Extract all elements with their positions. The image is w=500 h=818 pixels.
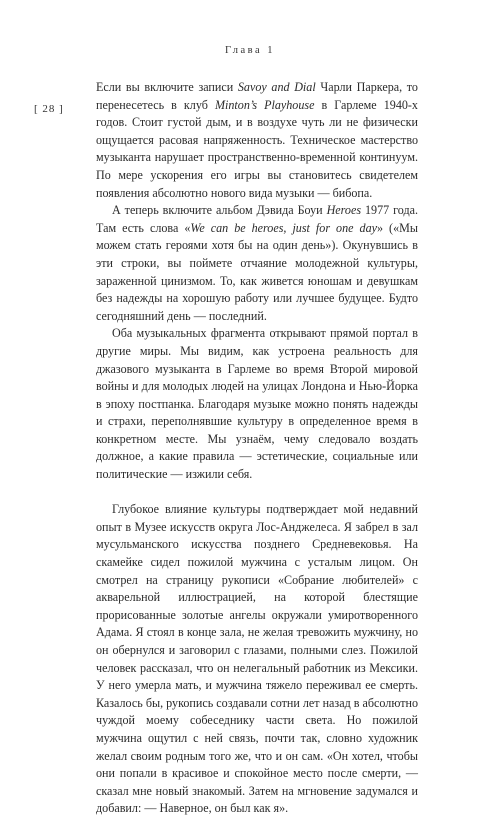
- club-name-mintons: Minton’s Playhouse: [214, 97, 315, 112]
- text-span: Чарли Паркера, то перенесетесь в клуб: [96, 80, 418, 112]
- text-span: Глубокое влияние культуры подтверждает мой недавний опыт в Музее искусств округа Лос-Анджелеса. Я забрел в зал мусульманского искусства позднего Средневековья. На скамейке сидел пожилой мужчина с усталым лицом. Он смотрел на страницу рукописи «Собрание любителей» с акварельной иллюстрацией, на которой блестящие прорисованные золотые ангелы окружали умиротворенного Адама. Я стоял в конце зала, не желая тревожить мужчину, но он обернулся и заговорил с глазами, полными слез. Пожилой человек рассказал, что он нелегальный работник из Мексики. У него умерла мать, и мужчина тяжело переживал ее смерть. Казалось бы, рукопись создавали сотни лет назад в абсолютно чуждой моему собеседнику части света. Но пожилой мужчина ощутил с ней связь, почти так, словно художник желал своим родным того же, что и он сам. «Он хотел, чтобы они попали в красивое и спокойное место после смерти, — сказал мне новый знакомый. Затем на мгновение задумался и добавил: — Наверное, он был как я».: [96, 502, 418, 816]
- text-span: А теперь включите альбом Дэвида Боуи: [112, 203, 327, 218]
- album-title-heroes: Heroes: [326, 203, 362, 218]
- page-number: [ 28 ]: [34, 103, 64, 115]
- text-span: 1977 года. Там есть слова «: [96, 203, 418, 235]
- lyric-quote: We can be heroes, just for one day: [190, 220, 377, 235]
- paragraph-museum: [96, 501, 418, 818]
- text-span: Оба музыкальных фрагмента открывают прямой портал в другие миры. Мы видим, как устроена реальность для джазового музыканта в Гарлеме во время Второй мировой войны и для молодых людей на улицах Лондона и Нью-Йорка в эпоху постпанка. Благодаря музыке можно понять надежды и страхи, переполнявшие культуру в определенное время в конкретном месте. Мы узнаём, чему следовало воздать должное, а какие правила — эстетические, социальные или политические — изжили себя.: [96, 326, 418, 482]
- paragraph-heroes: [96, 202, 418, 325]
- text-span: в Гарлеме 1940-х годов. Стоит густой дым, и в воздухе чуть ли не физически ощущается расовая напряженность. Техническое мастерство музыканта нарушает пространственно-временной континуум. По мере ускорения его игры вы становитесь свидетелем появления абсолютно нового вида музыки — бибопа.: [96, 97, 418, 200]
- paragraph-portal: [96, 325, 418, 483]
- album-title-savoy-and-dial: Savoy and Dial: [237, 80, 316, 94]
- paragraph-savoy: [96, 79, 418, 202]
- running-head: Глава 1: [224, 45, 276, 56]
- text-span: » («Мы можем стать героями хотя бы на один день»). Окунувшись в эти строки, вы поймете отчаяние молодежной культуры, зараженной цинизмом. То, как живется юношам и девушкам без надежды на хорошую работу или лучшее будущее. Будто сегодняшний день — последний.: [96, 220, 418, 323]
- text-span: Если вы включите записи: [96, 80, 238, 94]
- body-text: [96, 79, 418, 818]
